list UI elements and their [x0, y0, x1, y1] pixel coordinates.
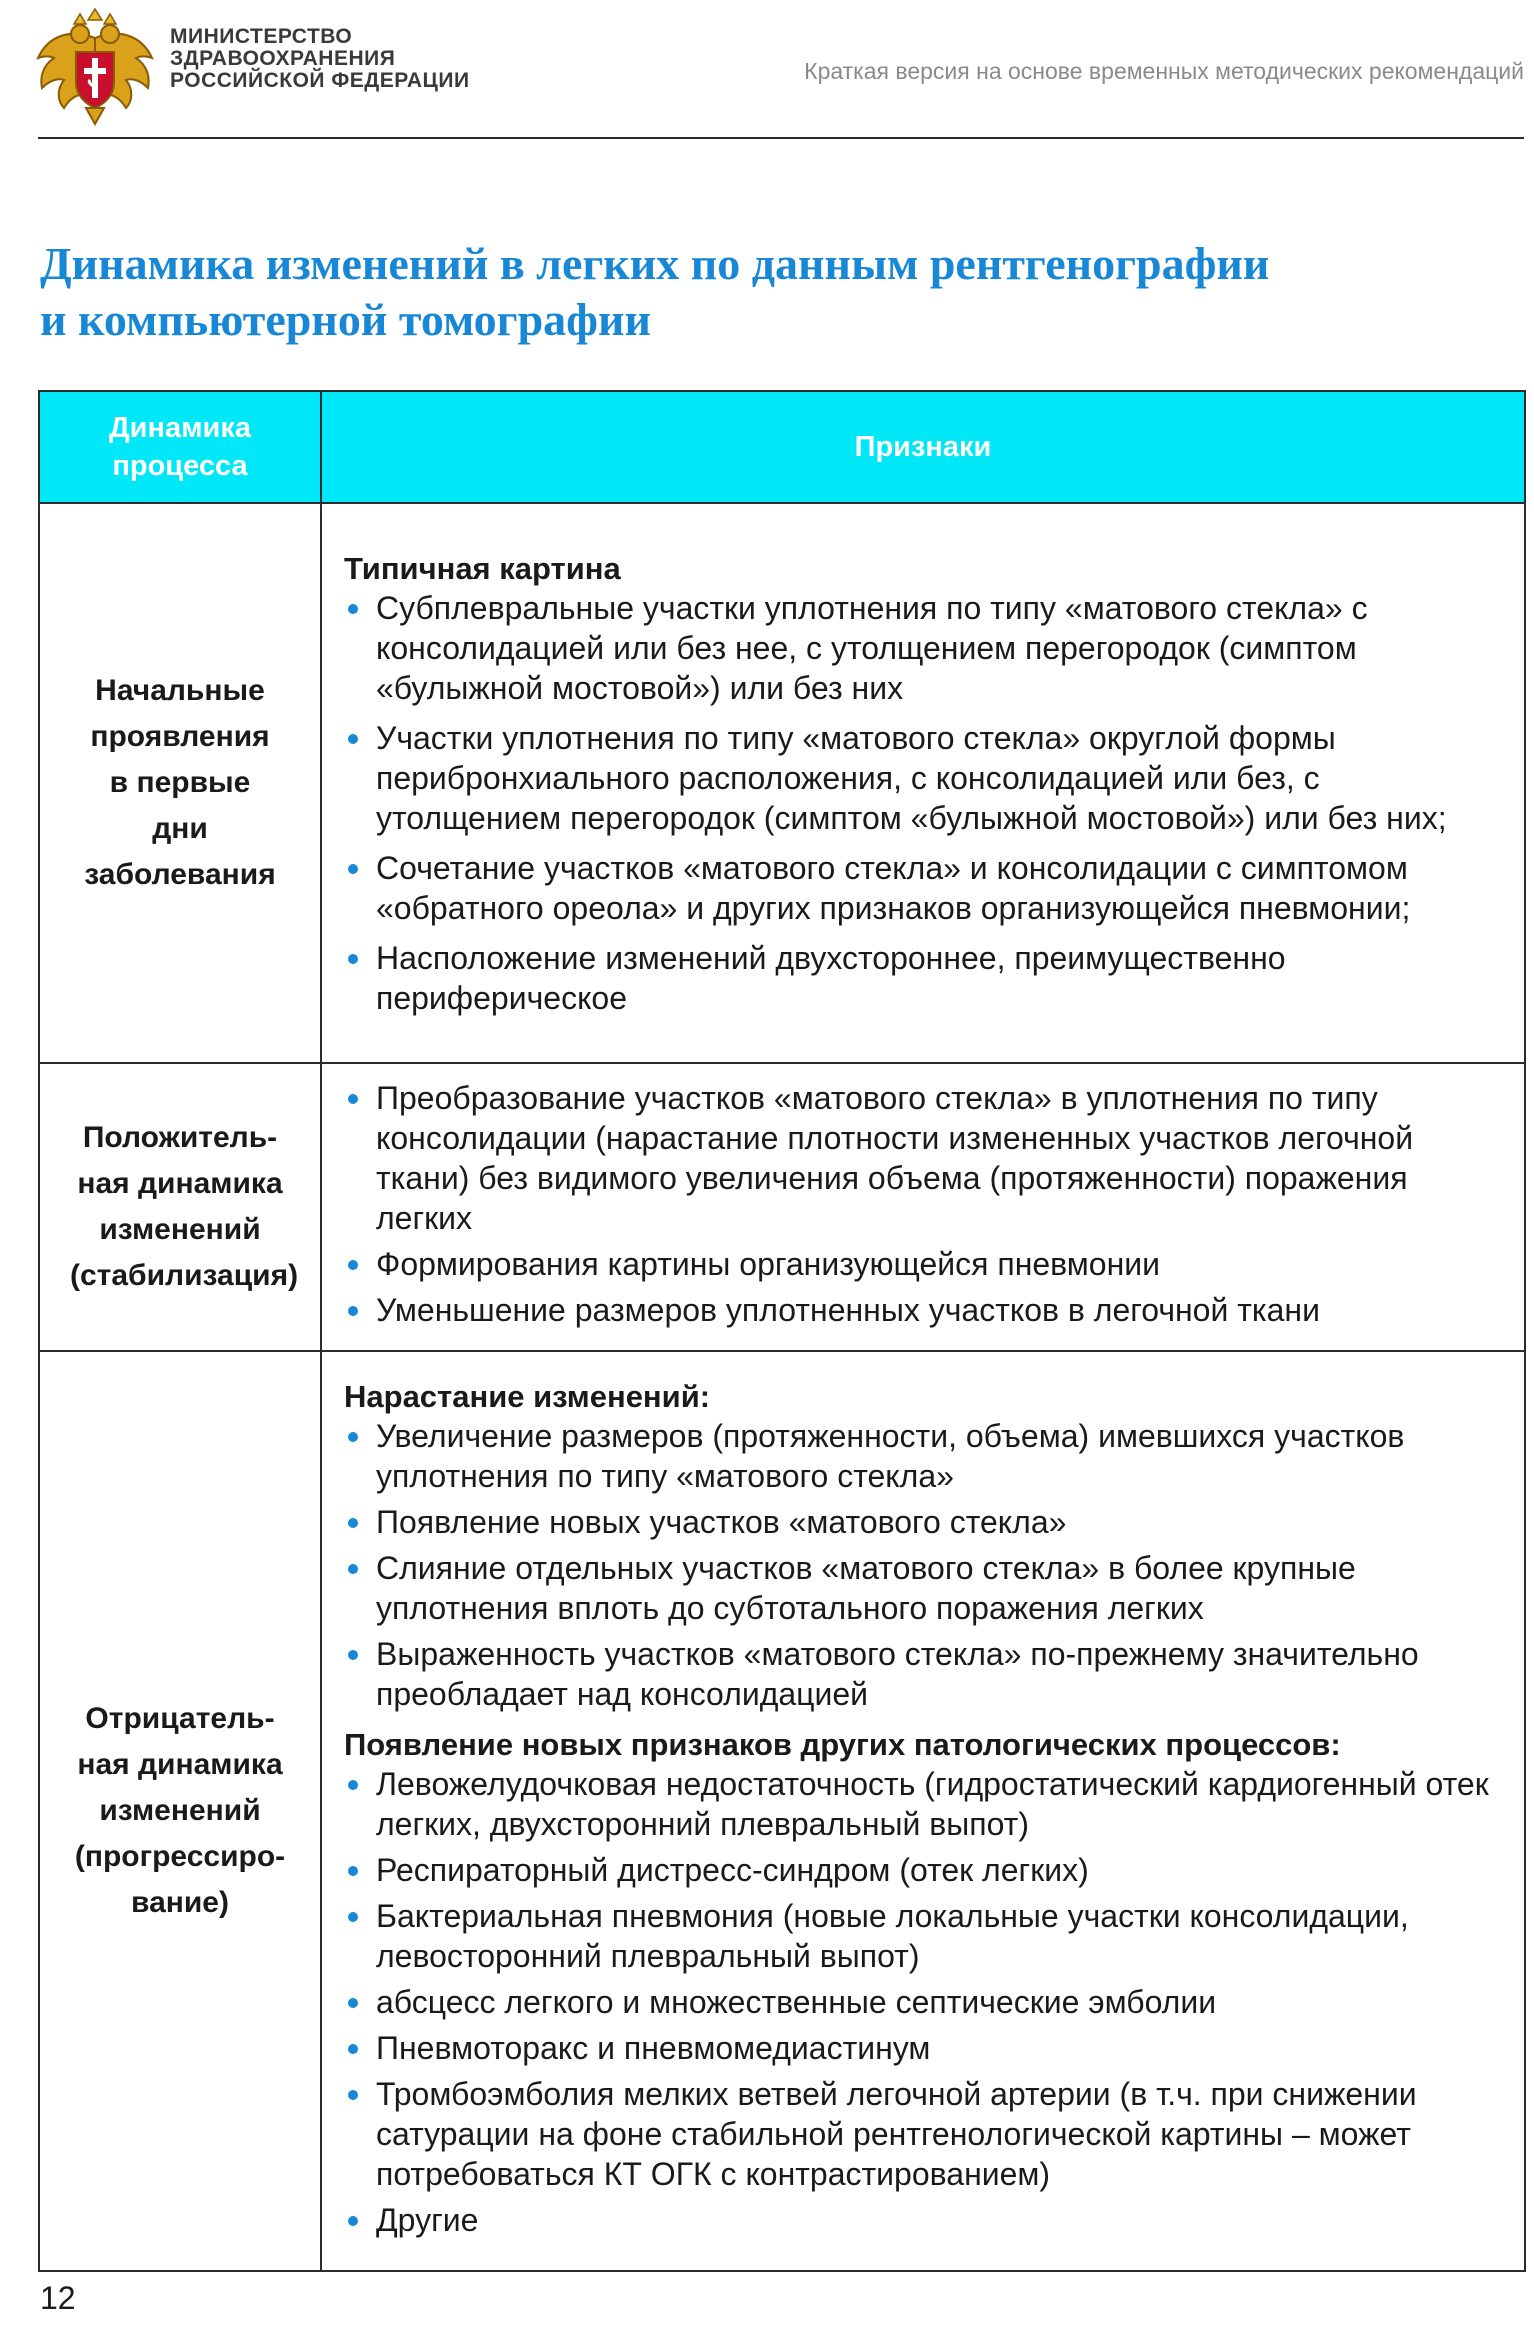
signs-list: [344, 588, 1504, 1018]
dynamics-table: [38, 390, 1526, 2272]
dynamics-cell: Отрицатель-ная динамика изменений (прогрессиро-вание): [39, 1351, 321, 2271]
list-item: Другие: [344, 2200, 1504, 2240]
dynamics-cell: Положитель-ная динамика изменений (стабилизация): [39, 1063, 321, 1351]
list-item: Насположение изменений двухстороннее, преимущественно периферическое: [344, 938, 1504, 1018]
signs-cell: [321, 1351, 1525, 2271]
header-subtitle: Краткая версия на основе временных методических рекомендаций: [804, 58, 1524, 84]
section-heading: Появление новых признаков других патологических процессов:: [344, 1727, 1341, 1762]
list-item: Левожелудочковая недостаточность (гидростатический кардиогенный отек легких, двухсторонний плевральный выпот): [344, 1764, 1504, 1844]
list-item: Появление новых участков «матового стекла»: [344, 1502, 1504, 1542]
signs-list: [344, 1078, 1504, 1330]
coat-of-arms-icon: [30, 8, 160, 126]
signs-cell: [321, 1063, 1525, 1351]
list-item: Пневмоторакс и пневмомедиастинум: [344, 2028, 1504, 2068]
signs-list: [344, 1416, 1504, 1714]
list-item: Слияние отдельных участков «матового стекла» в более крупные уплотнения вплоть до субтотального поражения легких: [344, 1548, 1504, 1628]
list-item: Сочетание участков «матового стекла» и консолидации с симптомом «обратного ореола» и других признаков организующейся пневмонии;: [344, 848, 1504, 928]
list-item: Формирования картины организующейся пневмонии: [344, 1244, 1504, 1284]
signs-list: [344, 1764, 1504, 2240]
list-item: Респираторный дистресс-синдром (отек легких): [344, 1850, 1504, 1890]
page-title: [40, 236, 1500, 348]
table-row: [39, 1351, 1525, 2271]
ministry-name: [170, 26, 470, 92]
page-number: 12: [40, 2280, 76, 2316]
page-title-line: и компьютерной томографии: [40, 294, 651, 345]
table-header-row: [39, 391, 1525, 503]
list-item: Участки уплотнения по типу «матового стекла» округлой формы перибронхиального расположения, с консолидацией или без, с утолщением перегородок (симптом «булыжной мостовой») или без них;: [344, 718, 1504, 838]
table-row: [39, 1063, 1525, 1351]
ministry-line: МИНИСТЕРСТВО: [170, 25, 353, 48]
column-header-signs: Признаки: [321, 391, 1525, 503]
page-header: [0, 0, 1534, 140]
page-title-line: Динамика изменений в легких по данным рентгенографии: [40, 238, 1270, 289]
section-heading: Типичная картина: [344, 551, 621, 586]
list-item: Преобразование участков «матового стекла» в уплотнения по типу консолидации (нарастание плотности измененных участков легочной ткани) без видимого увеличения объема (протяженности) поражения легких: [344, 1078, 1504, 1238]
list-item: Бактериальная пневмония (новые локальные участки консолидации, левосторонний плевральный выпот): [344, 1896, 1504, 1976]
list-item: Увеличение размеров (протяженности, объема) имевшихся участков уплотнения по типу «матового стекла»: [344, 1416, 1504, 1496]
header-divider: [38, 137, 1524, 139]
column-header-dynamics: Динамика процесса: [39, 391, 321, 503]
list-item: Выраженность участков «матового стекла» по-прежнему значительно преобладает над консолидацией: [344, 1634, 1504, 1714]
list-item: абсцесс легкого и множественные септические эмболии: [344, 1982, 1504, 2022]
section-heading: Нарастание изменений:: [344, 1379, 711, 1414]
ministry-line: ЗДРАВООХРАНЕНИЯ: [170, 47, 396, 70]
list-item: Субплевральные участки уплотнения по типу «матового стекла» с консолидацией или без нее, с утолщением перегородок (симптом «булыжной мостовой») или без них: [344, 588, 1504, 708]
ministry-line: РОССИЙСКОЙ ФЕДЕРАЦИИ: [170, 69, 470, 92]
list-item: Уменьшение размеров уплотненных участков в легочной ткани: [344, 1290, 1504, 1330]
signs-cell: [321, 503, 1525, 1063]
dynamics-cell: Начальные проявления в первые дни заболевания: [39, 503, 321, 1063]
list-item: Тромбоэмболия мелких ветвей легочной артерии (в т.ч. при снижении сатурации на фоне стабильной рентгенологической картины – может потребоваться КТ ОГК с контрастированием): [344, 2074, 1504, 2194]
table-row: [39, 503, 1525, 1063]
